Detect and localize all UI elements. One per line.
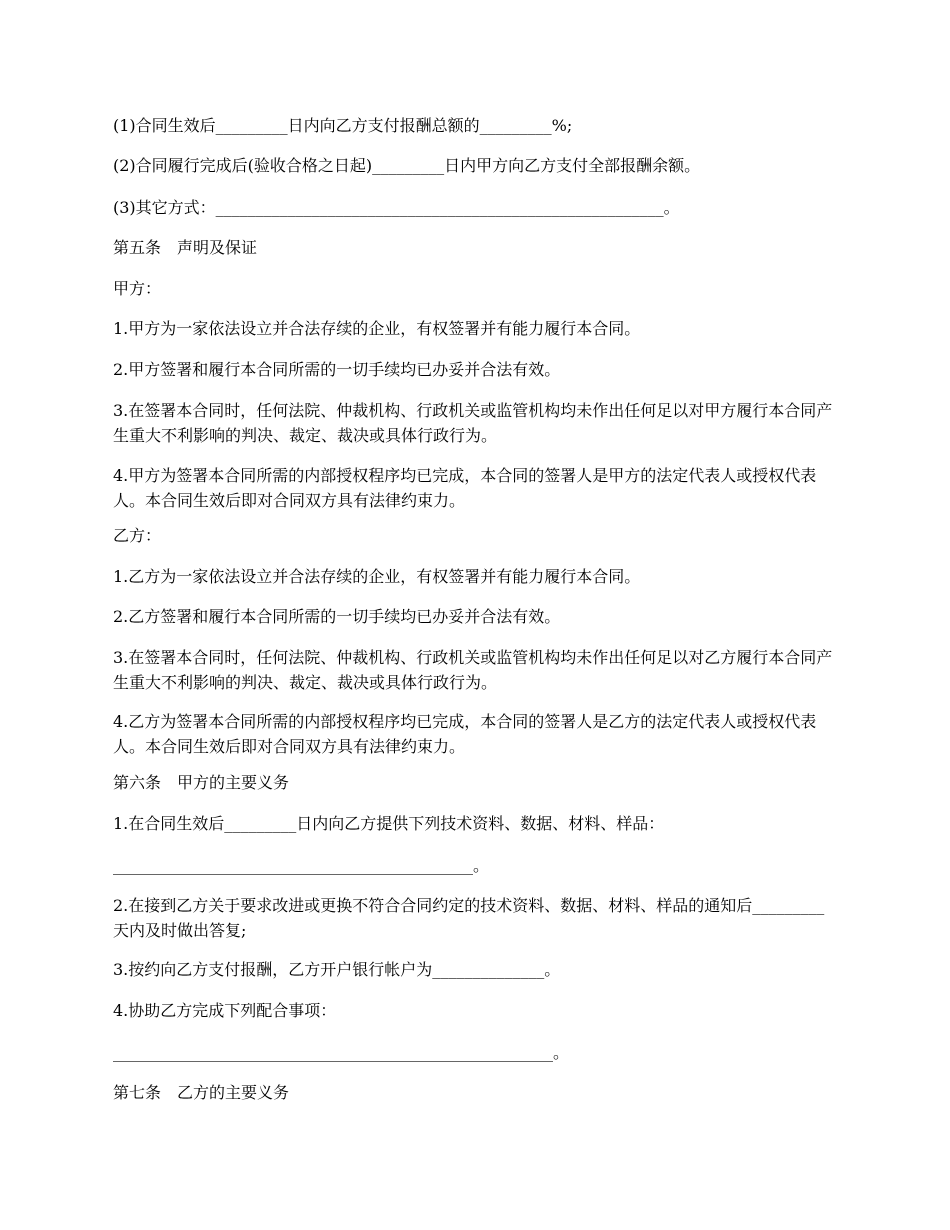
party-a-clause-4: 4.甲方为签署本合同所需的内部授权程序均已完成，本合同的签署人是甲方的法定代表人或授权代表人。本合同生效后即对合同双方具有法律约束力。 — [113, 466, 817, 510]
party-b-clause-1: 1.乙方为一家依法设立并合法存续的企业，有权签署并有能力履行本合同。 — [113, 567, 641, 586]
party-b-clause-3: 3.在签署本合同时，任何法院、仲裁机构、行政机关或监管机构均未作出任何足以对乙方履行本合同产生重大不利影响的判决、裁定、裁决或具体行政行为。 — [113, 648, 833, 692]
party-a-label: 甲方： — [113, 279, 162, 298]
article-5-heading: 第五条 声明及保证 — [113, 238, 258, 257]
party-b-clause-2: 2.乙方签署和履行本合同所需的一切手续均已办妥并合法有效。 — [113, 607, 561, 626]
article-6-clause-4: 4.协助乙方完成下列配合事项： — [113, 1001, 337, 1020]
article-6-heading: 第六条 甲方的主要义务 — [113, 773, 290, 792]
article-6-clause-3: 3.按约向乙方支付报酬，乙方开户银行帐户为______________。 — [113, 960, 561, 979]
party-a-clause-2: 2.甲方签署和履行本合同所需的一切手续均已办妥并合法有效。 — [113, 360, 561, 379]
payment-term-1: (1)合同生效后_________日内向乙方支付报酬总额的_________%; — [113, 116, 573, 135]
party-a-clause-3: 3.在签署本合同时，任何法院、仲裁机构、行政机关或监管机构均未作出任何足以对甲方履行本合同产生重大不利影响的判决、裁定、裁决或具体行政行为。 — [113, 401, 833, 445]
party-b-clause-4: 4.乙方为签署本合同所需的内部授权程序均已完成，本合同的签署人是乙方的法定代表人或授权代表人。本合同生效后即对合同双方具有法律约束力。 — [113, 712, 817, 756]
party-b-label: 乙方： — [113, 526, 162, 545]
party-a-clause-1: 1.甲方为一家依法设立并合法存续的企业，有权签署并有能力履行本合同。 — [113, 319, 641, 338]
article-6-clause-2: 2.在接到乙方关于要求改进或更换不符合合同约定的技术资料、数据、材料、样品的通知后_________天内及时做出答复; — [113, 896, 825, 940]
article-6-clause-1: 1.在合同生效后_________日内向乙方提供下列技术资料、数据、材料、样品： — [113, 814, 665, 833]
article-6-blank-line-1: _____________________________________________。 — [113, 856, 490, 875]
article-6-blank-line-2: _______________________________________________________。 — [113, 1043, 570, 1062]
payment-term-2: (2)合同履行完成后(验收合格之日起)_________日内甲方向乙方支付全部报酬余额。 — [113, 156, 701, 175]
article-7-heading: 第七条 乙方的主要义务 — [113, 1083, 290, 1102]
payment-term-3: (3)其它方式：________________________________________________________。 — [113, 198, 680, 217]
